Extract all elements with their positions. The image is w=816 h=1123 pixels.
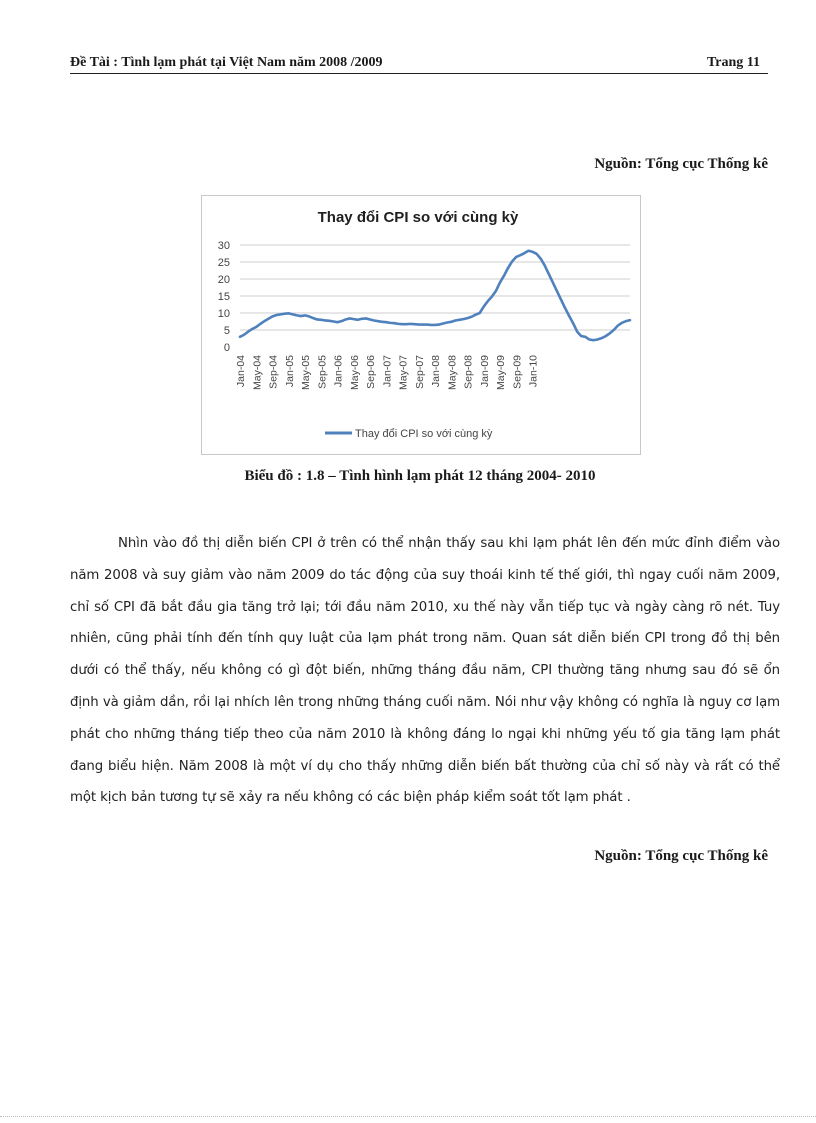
x-tick-label: May-07 bbox=[397, 355, 410, 391]
page-number: Trang 11 bbox=[706, 55, 760, 70]
x-axis-ticks bbox=[235, 355, 540, 390]
x-tick-label: May-06 bbox=[348, 355, 361, 391]
x-tick-label: Sep-09 bbox=[511, 355, 524, 389]
x-tick-label: Sep-07 bbox=[413, 355, 426, 389]
legend bbox=[325, 428, 493, 440]
x-tick-label: Sep-08 bbox=[462, 355, 475, 389]
x-tick-label: May-05 bbox=[300, 355, 312, 391]
y-axis-ticks bbox=[218, 240, 230, 354]
y-tick-label: 0 bbox=[223, 342, 230, 354]
y-tick-label: 20 bbox=[217, 274, 230, 286]
cpi-chart bbox=[201, 195, 641, 455]
x-tick-label: Sep-04 bbox=[267, 355, 280, 389]
x-tick-label: May-04 bbox=[251, 355, 264, 391]
y-tick-label: 25 bbox=[217, 257, 230, 269]
x-tick-label: Sep-05 bbox=[316, 355, 329, 389]
x-tick-label: May-09 bbox=[495, 355, 507, 391]
cpi-series-line bbox=[240, 251, 630, 340]
legend-label: Thay đổi CPI so với cùng kỳ bbox=[355, 428, 493, 440]
document-title: Đề Tài : Tình lạm phát tại Việt Nam năm 2008 /2009 bbox=[70, 55, 383, 70]
y-tick-label: 5 bbox=[223, 325, 230, 337]
chart-title: Thay đổi CPI so với cùng kỳ bbox=[317, 209, 519, 226]
x-tick-label: Jan-04 bbox=[235, 355, 247, 388]
page-header bbox=[70, 55, 768, 74]
chart-caption: Biểu đồ : 1.8 – Tình hình lạm phát 12 tháng 2004- 2010 bbox=[244, 468, 596, 484]
x-tick-label: Jan-10 bbox=[527, 355, 540, 388]
y-tick-label: 10 bbox=[217, 308, 230, 320]
body-paragraph: Nhìn vào đồ thị diễn biến CPI ở trên có thể nhận thấy sau khi lạm phát lên đến mức đỉnh điểm vào năm 2008 và suy giảm vào năm 2009 do tác động của suy thoái kinh tế thế giới, thì ngay cuối năm 2009, chỉ số CPI đã bắt đầu gia tăng trở lại; tới đầu năm 2010, xu thế này vẫn tiếp tục và ngày càng rõ nét. Tuy nhiên, cũng phải tính đến tính quy luật của lạm phát trong năm. Quan sát diễn biến CPI trong đồ thị bên dưới có thể thấy, nếu không có gì đột biến, những tháng đầu năm, CPI thường tăng nhưng sau đó sẽ ổn định và giảm dần, rồi lại nhích lên trong những tháng cuối năm. Nói như vậy không có nghĩa là nguy cơ lạm phát cho những tháng tiếp theo của năm 2010 là không đáng lo ngại khi những yếu tố gia tăng lạm phát đang biểu hiện. Năm 2008 là một ví dụ cho thấy những diễn biến bất thường của chỉ số này và rất có thể một kịch bản tương tự sẽ xảy ra nếu không có các biện pháp kiểm soát tốt lạm phát . bbox=[70, 536, 780, 806]
x-tick-label: Sep-06 bbox=[365, 355, 377, 389]
chart-canvas bbox=[202, 196, 640, 454]
x-tick-label: Jan-05 bbox=[283, 355, 296, 388]
x-tick-label: Jan-09 bbox=[478, 355, 491, 388]
series-layer bbox=[240, 251, 630, 340]
source-note-top: Nguồn: Tổng cục Thống kê bbox=[594, 156, 768, 172]
source-note-bottom: Nguồn: Tổng cục Thống kê bbox=[594, 848, 768, 864]
y-tick-label: 15 bbox=[217, 291, 230, 303]
x-tick-label: Jan-08 bbox=[430, 355, 442, 388]
x-tick-label: May-08 bbox=[446, 355, 459, 391]
footer-divider bbox=[0, 1116, 816, 1117]
x-tick-label: Jan-06 bbox=[332, 355, 345, 388]
y-tick-label: 30 bbox=[217, 240, 230, 252]
gridlines bbox=[240, 245, 630, 330]
x-tick-label: Jan-07 bbox=[381, 355, 394, 388]
